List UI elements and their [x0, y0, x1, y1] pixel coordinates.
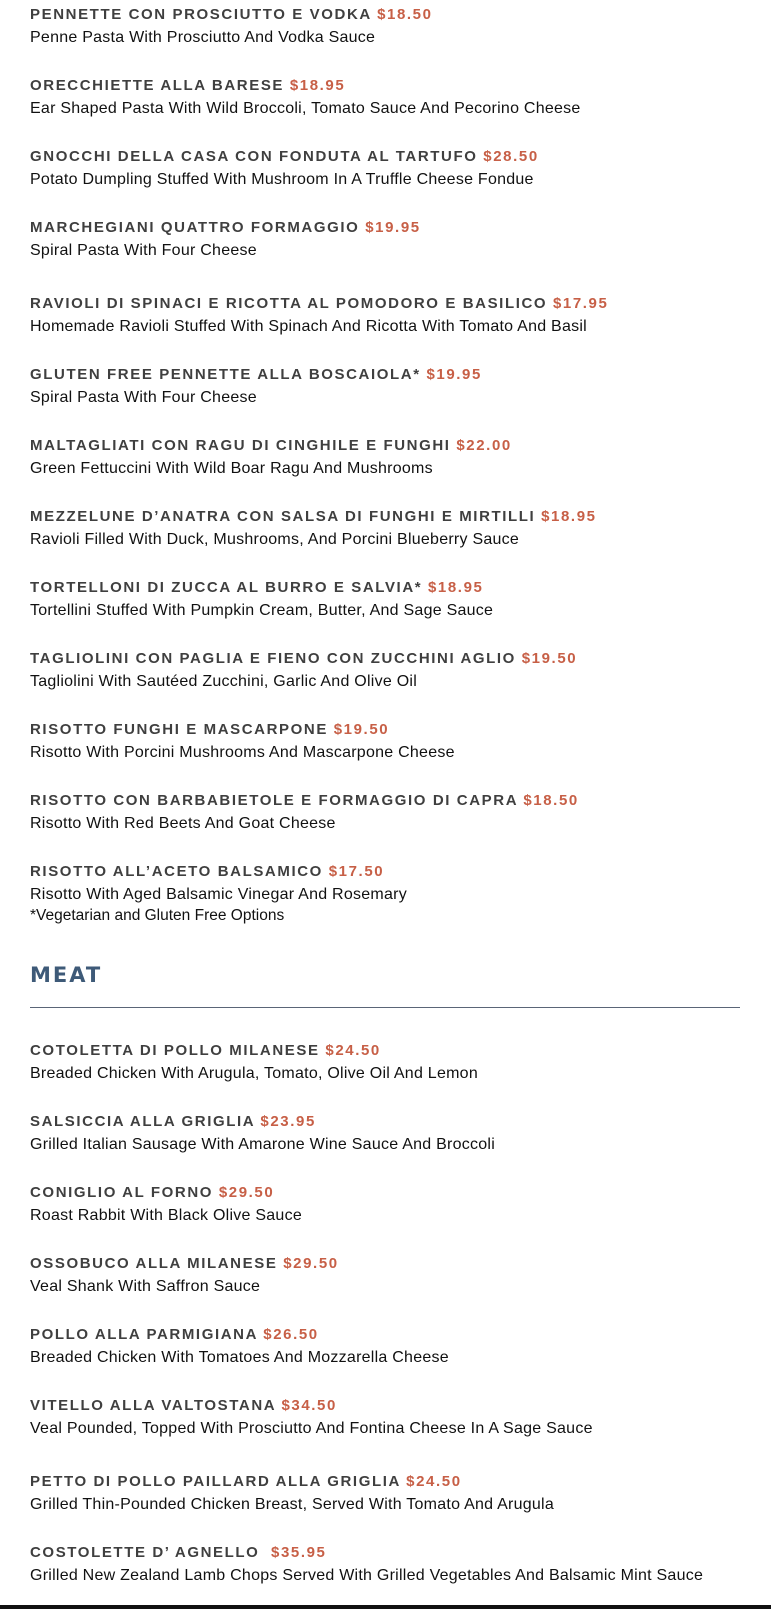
menu-item-description: Breaded Chicken With Tomatoes And Mozzarella Cheese — [30, 1349, 449, 1366]
menu-item — [30, 437, 512, 479]
menu-item — [30, 1042, 478, 1084]
menu-item-price: $18.95 — [289, 77, 346, 94]
menu-item-description: Ravioli Filled With Duck, Mushrooms, And Porcini Blueberry Sauce — [30, 531, 520, 548]
menu-item-price: $19.50 — [521, 650, 578, 667]
menu-item-price: $18.50 — [377, 6, 433, 23]
menu-item-name — [30, 579, 493, 597]
menu-item-description: Potato Dumpling Stuffed With Mushroom In A Truffle Cheese Fondue — [30, 171, 534, 188]
menu-item-title: COTOLETTA DI POLLO MILANESE — [30, 1042, 320, 1059]
menu-item-price: $17.95 — [552, 295, 609, 312]
menu-item-description: Risotto With Aged Balsamic Vinegar And Rosemary — [30, 886, 407, 903]
menu-item-price: $18.50 — [523, 792, 579, 809]
menu-item-description: Grilled Thin-Pounded Chicken Breast, Served With Tomato And Arugula — [30, 1496, 554, 1513]
menu-item-price: $19.95 — [426, 366, 482, 383]
menu-item — [30, 6, 433, 48]
menu-item-price: $23.95 — [260, 1113, 316, 1130]
menu-item-name — [30, 219, 421, 237]
menu-item — [30, 366, 482, 408]
menu-item-description: Risotto With Red Beets And Goat Cheese — [30, 815, 336, 832]
menu-item-name — [30, 1255, 339, 1273]
menu-item-description: Ear Shaped Pasta With Wild Broccoli, Tomato Sauce And Pecorino Cheese — [30, 100, 581, 117]
menu-item-title: GNOCCHI DELLA CASA CON FONDUTA AL TARTUFO — [30, 148, 478, 165]
menu-item-title: OSSOBUCO ALLA MILANESE — [30, 1255, 278, 1272]
menu-item-description: Grilled New Zealand Lamb Chops Served With Grilled Vegetables And Balsamic Mint Sauce — [30, 1567, 704, 1584]
menu-item — [30, 1326, 449, 1368]
menu-item-title: GLUTEN FREE PENNETTE ALLA BOSCAIOLA* — [30, 366, 421, 383]
menu-item-title: RISOTTO CON BARBABIETOLE E FORMAGGIO DI CAPRA — [30, 792, 518, 809]
menu-item-name — [30, 1473, 554, 1491]
menu-item-title: POLLO ALLA PARMIGIANA — [30, 1326, 258, 1343]
page-bottom-border — [0, 1605, 771, 1609]
menu-item-description: Tagliolini With Sautéed Zucchini, Garlic And Olive Oil — [30, 673, 417, 690]
menu-item-title: ORECCHIETTE ALLA BARESE — [30, 77, 285, 94]
menu-item-price: $19.50 — [333, 721, 390, 738]
menu-item — [30, 1544, 703, 1586]
menu-item-description: Spiral Pasta With Four Cheese — [30, 389, 257, 406]
section-divider — [30, 1007, 740, 1008]
menu-item — [30, 508, 597, 550]
menu-item-name — [30, 148, 539, 166]
menu-item-price: $28.50 — [483, 148, 539, 165]
menu-item-description: Breaded Chicken With Arugula, Tomato, Olive Oil And Lemon — [30, 1065, 478, 1082]
menu-item — [30, 148, 539, 190]
menu-item-title: VITELLO ALLA VALTOSTANA — [30, 1397, 276, 1414]
menu-item-title: CONIGLIO AL FORNO — [30, 1184, 214, 1201]
menu-item-title: MALTAGLIATI CON RAGU DI CINGHILE E FUNGHI — [30, 437, 451, 454]
menu-item-description: Spiral Pasta With Four Cheese — [30, 242, 257, 259]
menu-item — [30, 219, 421, 261]
menu-item — [30, 1397, 593, 1439]
menu-item-description: Green Fettuccini With Wild Boar Ragu And Mushrooms — [30, 460, 433, 477]
menu-item-name — [30, 1113, 495, 1131]
menu-item-name — [30, 295, 608, 313]
menu-item-title: PENNETTE CON PROSCIUTTO E VODKA — [30, 6, 372, 23]
menu-item-name — [30, 1544, 703, 1562]
menu-item — [30, 1473, 554, 1515]
menu-item-name — [30, 1397, 593, 1415]
menu-item-price: $24.50 — [325, 1042, 381, 1059]
menu-item-price: $29.50 — [283, 1255, 339, 1272]
menu-item — [30, 1113, 495, 1155]
menu-item-title: TAGLIOLINI CON PAGLIA E FIENO CON ZUCCHINI AGLIO — [30, 650, 516, 667]
menu-item-title: RAVIOLI DI SPINACI E RICOTTA AL POMODORO E BASILICO — [30, 295, 548, 312]
menu-item-title: MEZZELUNE D’ANATRA CON SALSA DI FUNGHI E MIRTILLI — [30, 508, 536, 525]
menu-item-price: $18.95 — [541, 508, 597, 525]
menu-item — [30, 792, 579, 834]
menu-item-name — [30, 721, 455, 739]
menu-item-name — [30, 437, 512, 455]
menu-item-name — [30, 650, 577, 668]
menu-item — [30, 295, 608, 337]
menu-item-price: $17.50 — [328, 863, 385, 880]
menu-item-name — [30, 366, 482, 384]
menu-item — [30, 1255, 339, 1297]
menu-item — [30, 579, 493, 621]
menu-item-description: Roast Rabbit With Black Olive Sauce — [30, 1207, 302, 1224]
menu-item-description: Grilled Italian Sausage With Amarone Wine Sauce And Broccoli — [30, 1136, 496, 1153]
menu-item — [30, 721, 455, 763]
menu-item-title: SALSICCIA ALLA GRIGLIA — [30, 1113, 255, 1130]
menu-item-name — [30, 863, 407, 881]
menu-item — [30, 77, 581, 119]
menu-item-description: Risotto With Porcini Mushrooms And Mascarpone Cheese — [30, 744, 455, 761]
menu-item-title: PETTO DI POLLO PAILLARD ALLA GRIGLIA — [30, 1473, 401, 1490]
menu-item — [30, 863, 407, 905]
menu-item-name — [30, 1184, 302, 1202]
menu-item-name — [30, 508, 597, 526]
menu-item-price: $26.50 — [263, 1326, 319, 1343]
menu-item-title: RISOTTO ALL’ACETO BALSAMICO — [30, 863, 323, 880]
menu-item-price: $34.50 — [281, 1397, 337, 1414]
menu-item-title: COSTOLETTE D’ AGNELLO — [30, 1544, 260, 1561]
menu-item-description: Homemade Ravioli Stuffed With Spinach And Ricotta With Tomato And Basil — [30, 318, 587, 335]
menu-item-price: $19.95 — [365, 219, 421, 236]
menu-item — [30, 1184, 302, 1226]
menu-item-description: Veal Shank With Saffron Sauce — [30, 1278, 261, 1295]
menu-item-price: $22.00 — [456, 437, 512, 454]
menu-item-price: $24.50 — [406, 1473, 462, 1490]
menu-item-title: MARCHEGIANI QUATTRO FORMAGGIO — [30, 219, 360, 236]
menu-item-title: RISOTTO FUNGHI E MASCARPONE — [30, 721, 328, 738]
menu-item-price: $18.95 — [427, 579, 484, 596]
menu-item-name — [30, 792, 579, 810]
menu-item-name — [30, 6, 433, 24]
menu-item-price: $29.50 — [218, 1184, 275, 1201]
dietary-footnote: *Vegetarian and Gluten Free Options — [30, 907, 285, 924]
menu-item-description: Penne Pasta With Prosciutto And Vodka Sauce — [30, 29, 376, 46]
section-heading-meat: MEAT — [30, 963, 103, 987]
menu-item — [30, 650, 577, 692]
menu-item-description: Tortellini Stuffed With Pumpkin Cream, Butter, And Sage Sauce — [30, 602, 494, 619]
menu-item-price: $35.95 — [271, 1544, 327, 1561]
menu-item-name — [30, 77, 581, 95]
menu-item-description: Veal Pounded, Topped With Prosciutto And Fontina Cheese In A Sage Sauce — [30, 1420, 593, 1437]
menu-item-title: TORTELLONI DI ZUCCA AL BURRO E SALVIA* — [30, 579, 423, 596]
menu-item-name — [30, 1042, 478, 1060]
menu-item-name — [30, 1326, 449, 1344]
